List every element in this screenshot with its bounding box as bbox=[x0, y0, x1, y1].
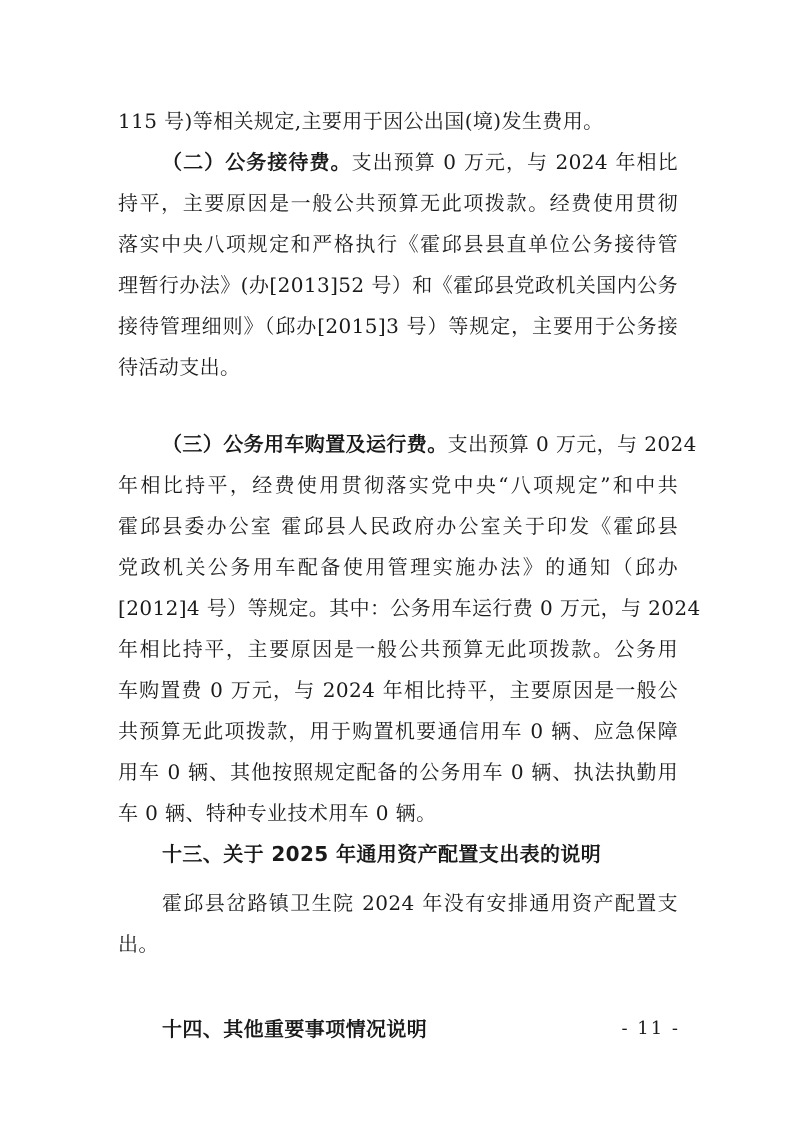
section-heading-13: 十三、关于 2025 年通用资产配置支出表的说明 bbox=[162, 842, 602, 866]
paragraph-line: 年相比持平，经费使用贯彻落实党中央“八项规定”和中共 bbox=[118, 473, 678, 497]
section-heading-14: 十四、其他重要事项情况说明 bbox=[162, 1017, 428, 1041]
paragraph-line: 理暂行办法》(办[2013]52 号）和《霍邱县党政机关国内公务 bbox=[118, 273, 678, 297]
paragraph-line: 车购置费 0 万元，与 2024 年相比持平，主要原因是一般公 bbox=[118, 678, 678, 702]
paragraph-line: 落实中央八项规定和严格执行《霍邱县县直单位公务接待管 bbox=[118, 232, 678, 256]
paragraph-line: 年相比持平，主要原因是一般公共预算无此项拨款。公务用 bbox=[118, 637, 678, 661]
section-heading-vehicles: （三）公务用车购置及运行费。支出预算 0 万元，与 2024 bbox=[162, 432, 697, 456]
paragraph-line: 车 0 辆、特种专业技术用车 0 辆。 bbox=[118, 801, 437, 825]
inline-bold-heading: （三）公务用车购置及运行费。 bbox=[162, 432, 448, 456]
paragraph-line: 出。 bbox=[118, 932, 159, 956]
paragraph-line: 霍邱县岔路镇卫生院 2024 年没有安排通用资产配置支 bbox=[162, 891, 678, 915]
paragraph-line: 115 号)等相关规定,主要用于因公出国(境)发生费用。 bbox=[118, 109, 604, 133]
page-number: - 11 - bbox=[621, 1018, 680, 1039]
paragraph-line: 霍邱县委办公室 霍邱县人民政府办公室关于印发《霍邱县 bbox=[118, 514, 678, 538]
section-heading-reception: （二）公务接待费。支出预算 0 万元，与 2024 年相比 bbox=[162, 150, 678, 174]
paragraph-line: 接待管理细则》（邱办[2015]3 号）等规定，主要用于公务接 bbox=[118, 314, 678, 338]
paragraph-line: 用车 0 辆、其他按照规定配备的公务用车 0 辆、执法执勤用 bbox=[118, 760, 678, 784]
paragraph-line: 持平，主要原因是一般公共预算无此项拨款。经费使用贯彻 bbox=[118, 191, 678, 215]
inline-bold-heading: （二）公务接待费。 bbox=[162, 150, 352, 174]
paragraph-line: 待活动支出。 bbox=[118, 355, 241, 379]
paragraph-line: 党政机关公务用车配备使用管理实施办法》的通知（邱办 bbox=[118, 555, 678, 579]
paragraph-line: [2012]4 号）等规定。其中：公务用车运行费 0 万元，与 2024 bbox=[118, 596, 701, 620]
paragraph-line: 共预算无此项拨款，用于购置机要通信用车 0 辆、应急保障 bbox=[118, 719, 678, 743]
